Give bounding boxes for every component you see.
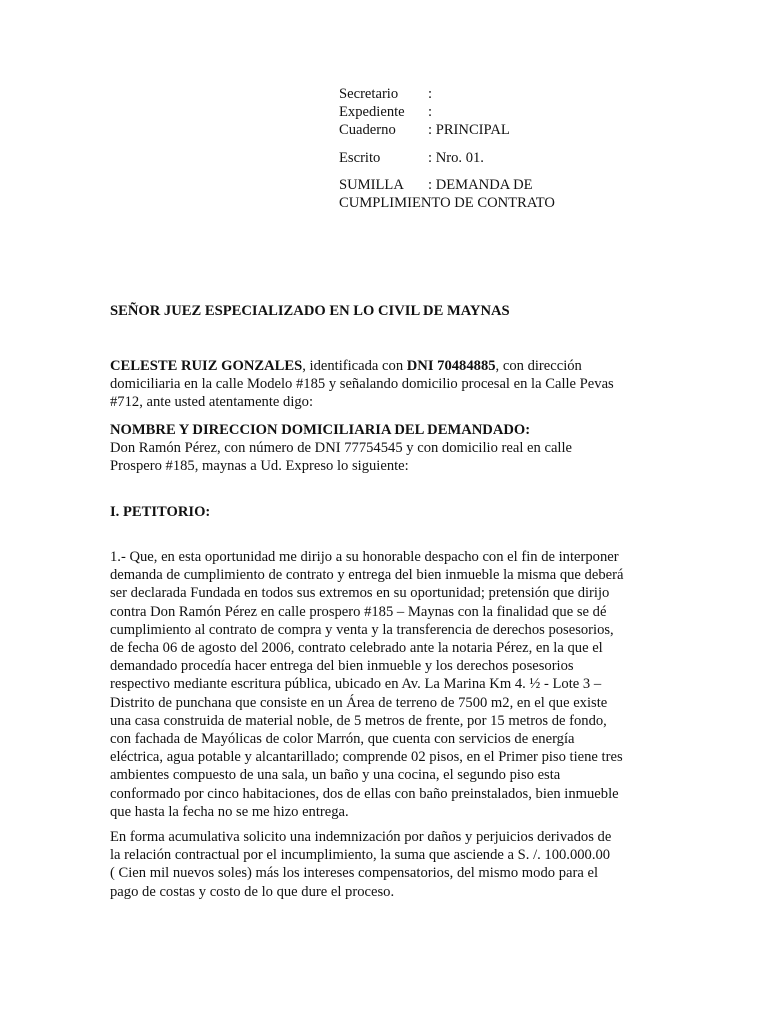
- intro-text: , identificada con: [302, 358, 407, 374]
- paragraph-line: de fecha 06 de agosto del 2006, contrato celebrado ante la notaria Pérez, en la que el: [110, 640, 603, 657]
- plaintiff-name: CELESTE RUIZ GONZALES: [110, 358, 303, 374]
- header-label: Escrito: [339, 149, 381, 166]
- paragraph-line: 1.- Que, en esta oportunidad me dirijo a su honorable despacho con el fin de interponer: [110, 549, 619, 565]
- sumilla-continuation: CUMPLIMIENTO DE CONTRATO: [339, 195, 555, 212]
- paragraph-line: conformado por cinco habitaciones, dos de ellas con baño preinstalados, bien inmueble: [110, 785, 619, 802]
- header-value: : DEMANDA DE: [428, 176, 533, 193]
- intro-line: #712, ante usted atentamente digo:: [110, 394, 314, 411]
- header-label: SUMILLA: [339, 176, 404, 193]
- defendant-heading: NOMBRE Y DIRECCION DOMICILIARIA DEL DEMANDADO:: [110, 422, 531, 438]
- intro-paragraph: [110, 357, 655, 412]
- header-value: : Nro. 01.: [428, 149, 484, 166]
- intro-line: [110, 357, 655, 375]
- intro-text: , con dirección: [495, 358, 582, 374]
- defendant-line: Prospero #185, maynas a Ud. Expreso lo siguiente:: [110, 458, 409, 475]
- header-value: :: [428, 104, 433, 121]
- paragraph-line: que hasta la fecha no se me hizo entrega.: [110, 803, 349, 820]
- header-row-secretario: [339, 85, 639, 103]
- paragraph-line: ( Cien mil nuevos soles) más los intereses compensatorios, del mismo modo para el: [110, 865, 598, 882]
- defendant-line: Don Ramón Pérez, con número de DNI 77754545 y con domicilio real en calle: [110, 440, 573, 457]
- paragraph-line: respectivo mediante escritura pública, ubicado en Av. La Marina Km 4. ½ - Lote 3 –: [110, 676, 602, 693]
- paragraph-line: eléctrica, agua potable y alcantarillado; comprende 02 pisos, en el Primer piso tiene tres: [110, 749, 623, 766]
- paragraph-line: contra Don Ramón Pérez en calle prospero #185 – Maynas con la finalidad que se dé: [110, 603, 607, 620]
- intro-line: domiciliaria en la calle Modelo #185 y señalando domicilio procesal en la Calle Pevas: [110, 376, 614, 393]
- plaintiff-dni: DNI 70484885: [406, 358, 496, 374]
- paragraph-line: En forma acumulativa solicito una indemnización por daños y perjuicios derivados de: [110, 829, 612, 845]
- addressee-heading: SEÑOR JUEZ ESPECIALIZADO EN LO CIVIL DE MAYNAS: [110, 303, 510, 319]
- header-label: Expediente: [339, 104, 405, 121]
- header-value: :: [428, 86, 433, 102]
- paragraph-line: demanda de cumplimiento de contrato y entrega del bien inmueble la misma que deberá: [110, 567, 624, 584]
- header-label: Secretario: [339, 86, 399, 102]
- paragraph-line: ser declarada Fundada en todos sus extremos en su oportunidad; pretensión que dirijo: [110, 585, 610, 602]
- paragraph-line: una casa construida de material noble, de 5 metros de frente, por 15 metros de fondo,: [110, 712, 607, 729]
- petitorio-heading: I. PETITORIO:: [110, 504, 211, 520]
- header-row-expediente: [339, 103, 639, 121]
- paragraph-line: demandado procedía hacer entrega del bien inmueble y los derechos posesorios: [110, 658, 574, 675]
- header-row-sumilla: [339, 176, 639, 194]
- paragraph-line: cumplimiento al contrato de compra y venta y la transferencia de derechos posesorios,: [110, 621, 614, 638]
- paragraph-line: pago de costas y costo de lo que dure el proceso.: [110, 883, 395, 900]
- paragraph-line: ambientes compuesto de una sala, un baño y una cocina, el segundo piso esta: [110, 767, 561, 784]
- case-header: [339, 85, 639, 212]
- paragraph-line: Distrito de punchana que consiste en un Área de terreno de 7500 m2, en el que existe: [110, 694, 608, 711]
- defendant-section: [110, 421, 655, 476]
- petitorio-paragraph-2: [110, 828, 655, 901]
- paragraph-line: con fachada de Mayólicas de color Marrón, que cuenta con servicios de energía: [110, 731, 575, 748]
- header-label: Cuaderno: [339, 122, 396, 139]
- header-row-cuaderno: [339, 121, 639, 139]
- paragraph-line: la relación contractual por el incumplimiento, la suma que asciende a S. /. 100.000.00: [110, 847, 611, 864]
- petitorio-paragraph-1: [110, 548, 655, 821]
- header-row-escrito: [339, 149, 639, 167]
- header-value: : PRINCIPAL: [428, 122, 510, 139]
